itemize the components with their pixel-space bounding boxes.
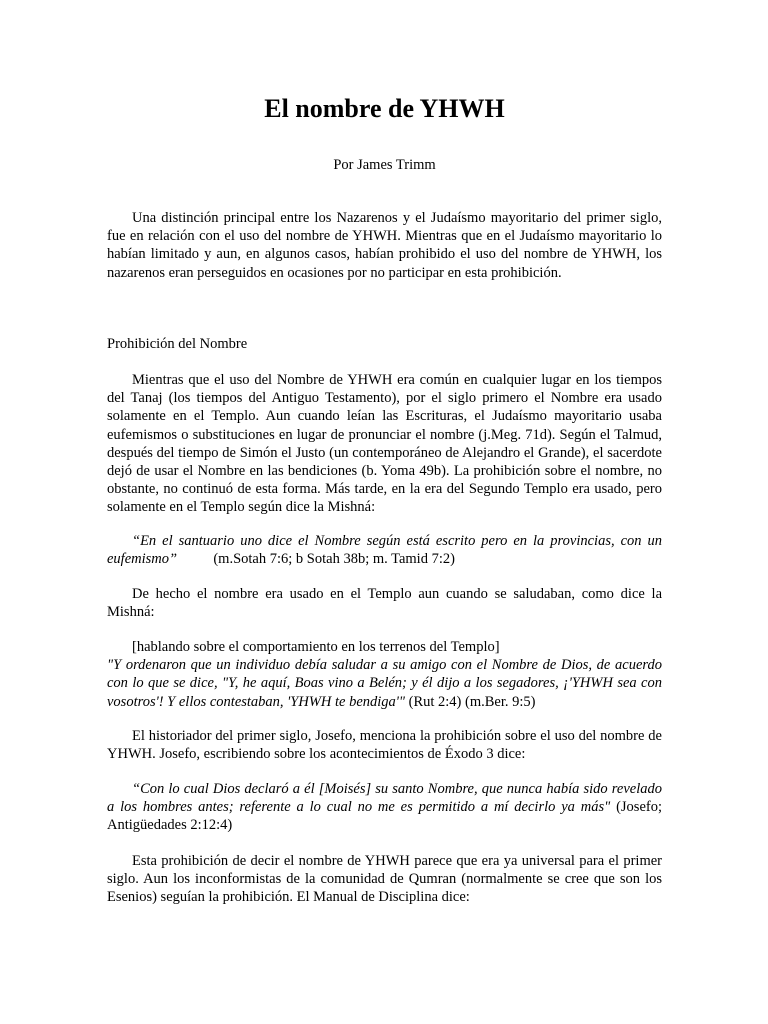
section-heading: Prohibición del Nombre (107, 336, 248, 352)
quote-2-text: "Y ordenaron que un individuo debía saludar a su amigo con el Nombre de Dios, de acuerdo con lo que se dice, "Y, he aquí, Boas vino a Belén; y él dijo a los segadores, ¡'YHWH sea con vosotros'! Y ellos contestaban, 'YHWH te bendiga'" (107, 657, 662, 710)
quote-2-ref: (Rut 2:4) (m.Ber. 9:5) (408, 693, 536, 710)
quote-2 (107, 638, 662, 711)
document-byline: Por James Trimm (333, 157, 436, 173)
paragraph-2: De hecho el nombre era usado en el Templo aun cuando se saludaban, como dice la Mishná: (107, 586, 662, 621)
quote-1-text: “En el santuario uno dice el Nombre según está escrito pero en la provincias, con un eufemismo” (107, 533, 662, 568)
document-title: El nombre de YHWH (264, 94, 505, 123)
paragraph-1: Mientras que el uso del Nombre de YHWH era común en cualquier lugar en los tiempos del Tanaj (los tiempos del Antiguo Testamento), por el siglo primero el Nombre era usado solamente en el Templo. Aun cuando leían las Escrituras, el Judaísmo mayoritario usaba eufemismos o substituciones en lugar de pronunciar el nombre (j.Meg. 71d). Según el Talmud, después del tiempo de Simón el Justo (un contemporáneo de Alejandro el Grande), el sacerdote dejó de usar el Nombre en las bendiciones (b. Yoma 49b). La prohibición sobre el nombre, no obstante, no continuó de esta forma. Más tarde, en la era del Segundo Templo era usado, pero solamente en el Templo según dice la Mishná: (107, 372, 662, 516)
paragraph-3: El historiador del primer siglo, Josefo, menciona la prohibición sobre el uso del nombre de YHWH. Josefo, escribiendo sobre los acontecimientos de Éxodo 3 dice: (107, 728, 662, 763)
quote-2-context: [hablando sobre el comportamiento en los terrenos del Templo] (132, 639, 500, 655)
quote-3 (107, 780, 662, 835)
paragraph-4: Esta prohibición de decir el nombre de YHWH parece que era ya universal para el primer siglo. Aun los inconformistas de la comunidad de Qumran (normalmente se cree que son los Esenios) seguían la prohibición. El Manual de Disciplina dice: (107, 853, 662, 906)
quote-3-text: “Con lo cual Dios declaró a él [Moisés] su santo Nombre, que nunca había sido revelado a los hombres antes; referente a lo cual no me es permitido a mí decirlo ya más" (107, 781, 662, 816)
quote-3-ref: (Josefo; Antigüedades 2:12:4) (107, 799, 662, 834)
quote-1-ref: (m.Sotah 7:6; b Sotah 38b; m. Tamid 7:2) (213, 551, 455, 568)
intro-paragraph: Una distinción principal entre los Nazarenos y el Judaísmo mayoritario del primer siglo, fue en relación con el uso del nombre de YHWH. Mientras que en el Judaísmo mayoritario lo habían limitado y aun, en algunos casos, habían prohibido el uso del nombre de YHWH, los nazarenos eran perseguidos en ocasiones por no participar en esta prohibición. (107, 210, 662, 281)
quote-1 (107, 532, 662, 568)
